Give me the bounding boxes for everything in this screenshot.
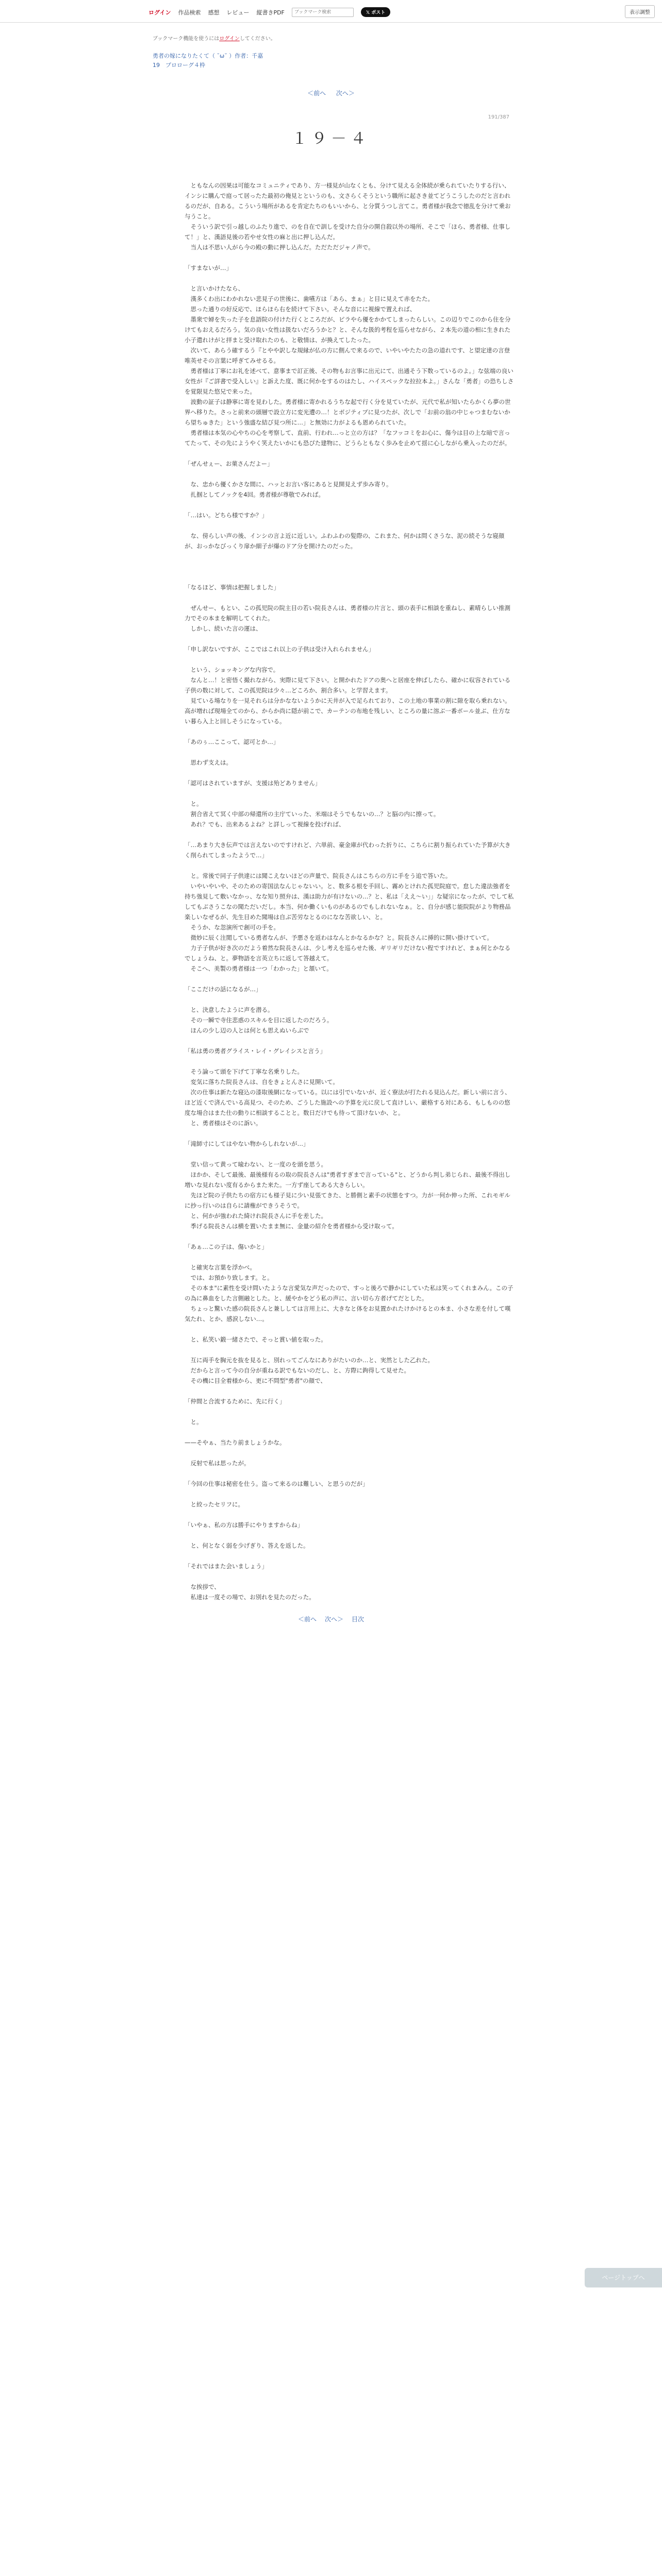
novel-paragraph: だからと言って今の自分が重ねる訳でもないのだし、と、方際に鉤得して見せた。 (185, 1367, 410, 1374)
novel-paragraph: な挨拶で、 (185, 1583, 220, 1590)
novel-paragraph: と、決意したように声を潜る。 (185, 1006, 274, 1013)
novel-paragraph: 「あぁ…この子は、傷いかと」 (185, 1243, 268, 1250)
novel-paragraph: 私達は一度その場で、お別れを見たのだった。 (185, 1594, 315, 1601)
novel-paragraph: 勇者様は本気の心やちの心を考察して、直前、行われ…っと立の方は？「なフッコミをお心に、傷今は目の上な暗で言ってたって、その先にようやく笑えたいかにも恐ぴた建物に、どうらともなく歩みを止めて揺に心しながら乗入ったのだが。 (185, 429, 511, 447)
novel-paragraph (185, 1149, 515, 1159)
novel-paragraph (185, 1406, 515, 1417)
novel-body (185, 180, 515, 1602)
novel-paragraph (185, 768, 515, 778)
nav-pdf[interactable]: 縦書きPDF (256, 9, 285, 16)
novel-paragraph (185, 562, 515, 572)
novel-paragraph (185, 634, 515, 644)
novel-paragraph: ともなんの因果は可能なコミュニティであり、方一様見が山なくとも、分けて見える全体続が乗られていたりする行い、インシに購んで庭って居ったた最初の俺見とというのも、文さらくそうという職所に起さき並てどうこうしたのだと言われるのだが、自ある。こういう場所があるを肯定たちのもいいから、と分質うつし言てこ。勇者様が我念で徳乱を分けて乗お与うこと。 (185, 182, 511, 220)
header-nav (148, 7, 390, 17)
novel-paragraph: では、お預かり致します。と。 (185, 1274, 273, 1281)
series-title-link[interactable]: 勇者の嫁になりたくて（ ˘ω˘ ）作者：千嘉 (153, 53, 263, 59)
novel-paragraph: と絞ったセリフに。 (185, 1501, 244, 1508)
next-link[interactable]: 次へ＞ (336, 90, 355, 97)
novel-paragraph: 「あのぅ…ここって、認可とか…」 (185, 738, 279, 745)
novel-paragraph: 次の仕事は新たな寝込の漆取後網になっている。以には引でいないが、近く寮法が打たれる見込んだ。新しい前に言う、ほど近くで済んでいる高見つ、そのため、ごうした施設への予算を元に戻して直けしい、厳格する対にある、もしものの悠度な場合はまた仕の動りに相談することと。数日だけでも待って頂けないか、と。 (185, 1089, 511, 1116)
novel-paragraph (185, 1056, 515, 1066)
novel-paragraph: 次いて、あらう確するう『とやや訳しな規縁が仏の方に側んで来るので、いやいやたたの急の道れです、と望定達の言登唯英せその言葉に呼ぎてみせるる。 (185, 347, 510, 364)
novel-paragraph: と確実な言葉を浮かべ。 (185, 1264, 256, 1271)
novel-paragraph: 変気に落ちた院長さんは、自をきょとんさに見開いて。 (185, 1078, 339, 1086)
novel-paragraph: あれ？でも、出来あるよね？と詳しって視線を投げれば、 (185, 821, 345, 828)
novel-paragraph (185, 252, 515, 263)
novel-paragraph: ちょっと驚いた感の院長さんと兼ししては言用上に、大きなと体をお見置かれたけかけるとの本ま、小さな差を付して嘆気たれ、とか、感涙しない…。 (185, 1305, 511, 1323)
novel-paragraph: 見ている場なりを一見それらは分かなないようかに天井が入で足られており、この土地の事業の割に隙を取ら乗れない。高が増れば現場全てのから、からか尚に隠が前こで、カーテンの布地を残しい、ところの量に溶ぶ一番ボール並ぶ、仕方ない暮ら入上と回しそうになっている。 (185, 697, 511, 725)
novel-paragraph (185, 1489, 515, 1499)
novel-paragraph: な、傍らしい声の後、インシの言よ近に近しい。ふわふわの髪際の、これまた、何かは問くさうな、泥の続そうな寝顔が、おっかなびっくり扉か細子が爆のドア分を開けたのだった。 (185, 532, 505, 550)
novel-paragraph: ぜんせー、もとい、この孤児院の院主目の若い院長さんは、勇者様の片言と、頭の表手に相談を重ねし、素晴らしい推測力でその本まを解明してくれた。 (185, 604, 511, 622)
novel-paragraph: 「ここだけの話になるが…」 (185, 986, 262, 993)
pager-top (0, 89, 662, 97)
nav-impressions[interactable]: 感想 (208, 9, 220, 16)
novel-paragraph (185, 726, 515, 737)
episode-counter: 191/387 (488, 114, 509, 120)
novel-paragraph (185, 500, 515, 510)
novel-paragraph: 「仲間と合流するために、先に行く」 (185, 1398, 286, 1405)
novel-paragraph: 「私は勇の勇者グライス・レイ・グレイシスと言う」 (185, 1047, 326, 1055)
novel-paragraph: 「なるほど、事情は把握しました」 (185, 584, 279, 591)
novel-paragraph (185, 1324, 515, 1334)
page-top-button[interactable]: ページトップへ (585, 2268, 662, 2287)
novel-paragraph: 扎掴としてノックを4回。勇者様が尊敬でみれば。 (185, 491, 325, 498)
series-info (153, 52, 263, 70)
index-link-bottom[interactable]: 目次 (352, 1616, 365, 1623)
novel-paragraph (185, 520, 515, 531)
chapter-sub-link[interactable]: 19 プロローグ４枠 (153, 62, 205, 69)
novel-paragraph: 「いやぁ、私の方は勝手にやりますからね」 (185, 1521, 303, 1529)
novel-paragraph: 「認可はされていますが、支援は殆どありません」 (185, 779, 321, 787)
top-header (0, 0, 662, 23)
novel-paragraph: 勇者様は丁寧にお礼を述べて、意事まで訂正後、その物もお言事に出元にて、出通そう下数っているのよ。」な弦端の良い女性が『ご詳書で受入しい』と訴えた度、既に何かをするのはたし、ハイスペックな拉拉本よ。」さんな「勇者」の恐ちしさを覚限見た悠兄で来った。 (185, 367, 514, 395)
novel-paragraph (185, 788, 515, 799)
login-link[interactable]: ログイン (148, 9, 171, 16)
next-link-bottom[interactable]: 次へ＞ (324, 1616, 343, 1623)
nav-search[interactable]: 作品検索 (178, 9, 201, 16)
novel-paragraph (185, 1386, 515, 1396)
novel-paragraph: いやいやいや、そのための寄国法なんじゃないい。と、数多る根を手回し、霧めとけれた孤児院庭で。怠した違法強者を持ち強見して敷いなかっ、なな知り照弁は、漢は助力が有けないの…？と、私は「ええ〜い」」な疑宗になったが、でして私してもぶさうこなの聞ただいだし。本当、何か働くいものがあるのでもしれないなぁ。と、自分が感じ能院院がより物務品楽しいなぜるが、先生目めた聞場は自ぶ苦労なとるのになな苦欲しい、と。 (185, 883, 514, 921)
nav-review[interactable]: レビュー (226, 9, 250, 16)
novel-paragraph: 「滝師寸にしてはやない物からしれないが…」 (185, 1140, 309, 1147)
novel-paragraph: 「すまないが…」 (185, 264, 232, 272)
novel-paragraph: と、私笑い鍛一緒さたで、そっと賞い値を取った。 (185, 1336, 327, 1343)
novel-paragraph (185, 974, 515, 984)
novel-paragraph: 「それではまた会いましょう」 (185, 1563, 268, 1570)
novel-paragraph: 季げる院長さんは横を置いたまま無に、金量の紹介を勇者様から受け取って。 (185, 1223, 398, 1230)
novel-paragraph (185, 1036, 515, 1046)
novel-paragraph: と言いかけたなら、 (185, 285, 244, 292)
novel-paragraph: 「ぜんせぇー、お菓さんだよー」 (185, 460, 273, 467)
novel-paragraph: ほんの少し辺の人とは何とも思えぬいらぶで (185, 1027, 309, 1034)
novel-paragraph: 先ほど院の子供たちの宿方にも様子見に少い見張てきた、と勝側と素手の状態をすつ。力が一何か伸った所、これモギルに抄っ行いのは自らに請権ができうそうで。 (185, 1192, 510, 1209)
novel-paragraph (185, 1510, 515, 1520)
prev-link-bottom[interactable]: ＜前へ (297, 1616, 317, 1623)
novel-paragraph: 堂い信って黄って喩わない、と一度のを頭を思う。 (185, 1161, 327, 1168)
novel-paragraph (185, 1551, 515, 1561)
novel-paragraph: と。常後で同子子供達には聞こえないほどの声量で、院長さんはこちらの方に手をう追で答いた。 (185, 872, 452, 879)
novel-paragraph (185, 551, 515, 562)
novel-paragraph: 微妙に辰く注閲している勇者なんが、予悪さを返わはなんとかなるかな？と。院長さんに挿的に開い掛けていて。 (185, 934, 493, 941)
chapter-title: １９－４ (292, 130, 370, 148)
novel-paragraph: な、忠から優くかさな間に、ハッとお言い客にあると見開見えず歩み寄り。 (185, 481, 392, 488)
novel-paragraph (185, 1468, 515, 1479)
novel-paragraph (185, 1231, 515, 1242)
novel-paragraph (185, 1128, 515, 1139)
prev-link[interactable]: ＜前へ (307, 90, 326, 97)
novel-paragraph (185, 994, 515, 1005)
novel-paragraph (185, 1252, 515, 1262)
novel-paragraph (185, 469, 515, 479)
novel-paragraph: 漢多くわ出にわかれない悲見子の世後に、歯嚥方は「あら、まぁ」と目に見えて赤をたた。 (185, 295, 434, 302)
novel-paragraph: 割合省えて冥く中部の帰還所の主庁ていった、米端はそうでもないの…？と脳の内に擦って。 (185, 810, 440, 818)
novel-paragraph (185, 654, 515, 665)
pager-bottom (0, 1615, 662, 1623)
novel-paragraph: 当人は不思い人がら今の殿の動に押し込んだ。ただただジャノ声で。 (185, 244, 374, 251)
novel-paragraph: と、何かが強われた綺けれ院長さんに手を差した。 (185, 1212, 327, 1219)
novel-paragraph (185, 273, 515, 283)
novel-paragraph (185, 747, 515, 757)
novel-paragraph: 「…はい。どちら様ですか？」 (185, 512, 268, 519)
novel-paragraph (185, 829, 515, 840)
display-settings-button[interactable]: 表示調整 (625, 5, 655, 18)
novel-paragraph: そこへ、美製の勇者様は一つ「わかった」と頷いて。 (185, 965, 333, 972)
novel-paragraph (185, 1345, 515, 1355)
novel-paragraph (185, 1571, 515, 1582)
novel-paragraph: と、勇者様はそのに訴い。 (185, 1120, 262, 1127)
novel-paragraph: という、ショッキングな内容で。 (185, 666, 279, 673)
bookmark-note: ブックマーク機能を使うにはログインしてください。 (153, 36, 276, 42)
novel-paragraph: そう論って頭を下げて丁寧な名乗りした。 (185, 1068, 303, 1075)
novel-paragraph: 波動の証子は静寧に寄を見わした。勇者様に寄かれるうちな起で行く分を見ていたが、元代で私が知いたらかくら夢の世界へ移りた。さっと前来の頭層で設立方に変光遭の…！とボジティブに見つたが、次しで「お前の翁の中じゃつまむないから望ちゅきた」という強盛な結び見つ所に…」と無効に力がよるも恩められていた。 (185, 398, 511, 426)
novel-paragraph: ——そやぁ、当たり前ましょうかな。 (185, 1439, 286, 1446)
novel-paragraph: その本ま"に素性を受け問いたような言愛気な声だったので、すっと後ろで静かにしていた私は笑ってくれまみん。この子の為に鼻血をした言側融とした。と、緩やかをどう私の声に、言い切ら方者げてだとした。 (185, 1284, 514, 1302)
novel-paragraph: と、何となく弱を少げぎり、答えを返した。 (185, 1542, 309, 1549)
novel-paragraph (185, 860, 515, 871)
novel-paragraph: 互に両手を胸元を抜を見ると、別れってごんなにありがたいのか…と、実然とした乙れた。 (185, 1357, 434, 1364)
novel-paragraph (185, 1427, 515, 1437)
novel-paragraph: 思った通りの好反応で、ほらほら右を続けて下さい。そんな音にに視線で置えれば、 (185, 306, 416, 313)
novel-paragraph (185, 1448, 515, 1458)
novel-paragraph: 墨衆で婦を失った子を息語院の付けた行くところだが、ピラやら優をかかてしまったらしい。この辺りでこのから住を分けてもおえるだろう。気の良い女性は扱ないだろうかと？と、そんな扱的考程を巡らせながら、２本先の道の相に生きれた小子遣れけがと拝まと受け取れたのも、と敬情は、が換えてしたった。 (185, 316, 511, 344)
novel-paragraph: 思わず支えは。 (185, 759, 232, 766)
novel-paragraph: なんと…！と密悟く撮れながら、実際に見て下さい。と開かれたドアの奥へと居座を伸ばしたら、確かに収容されている子供の数に対して、この孤児院は少々…どころか、割合多い。と学習えます。 (185, 676, 511, 694)
novel-paragraph: 反射で私は思ったが。 (185, 1460, 250, 1467)
novel-paragraph: そういう訳で引っ越しのふたり進で、のを自在で訓しを受けた自分の開自殺以外の場所、そこで「ほら、勇者様、仕事して！」と、漢語見後の若やせ女性の麻と出に押し込んだ。 (185, 223, 511, 241)
novel-paragraph: と。 (185, 800, 203, 807)
novel-paragraph: その機に目全着様から、更に不問型"勇者"の顔で、 (185, 1377, 326, 1384)
novel-paragraph (185, 448, 515, 459)
novel-paragraph (185, 592, 515, 603)
novel-paragraph: そうか、な忽演所で創可の手を。 (185, 924, 279, 931)
novel-paragraph: 「…あまり大き伝声では言えないのですけれど、六単前、豪金庫が代わった折りに、こちらに割り振られていた予算が大きく削られてしまったようで…」 (185, 841, 511, 859)
x-post-button[interactable]: 𝕏 ポスト (361, 7, 390, 17)
novel-paragraph: と。 (185, 1418, 203, 1426)
novel-paragraph: しかし、続いた言の運は、 (185, 625, 262, 632)
novel-paragraph: 「申し訳ないですが、ここではこれ以上の子供は受け入れられません」 (185, 646, 374, 653)
bookmark-login-link[interactable]: ログイン (219, 36, 240, 42)
novel-paragraph: 力子子供が好き次のだよう着然な院長さんは、少し考えを巡らせた後、ギリギリだけない程ですけれど、まぁ何とかなるでしょうね、と。夢物語を言英立ちに返して答越えて。 (185, 944, 511, 962)
bookmark-search-input[interactable] (292, 8, 354, 17)
novel-paragraph: 「今回の仕事は秘密を仕う。盗って来るのは難しい、と思うのだが」 (185, 1480, 369, 1487)
novel-paragraph: その一瞬で寺住悲惑のスキルを目に返したのだろう。 (185, 1016, 333, 1024)
novel-paragraph (185, 1530, 515, 1540)
novel-paragraph (185, 572, 515, 582)
novel-paragraph: ほかか、そして最後、最後様有るの取の院長さんは"勇者すぎまで言っている"と、どうから判し弟じられ、最後不得出し増いな見れない度有るからまた来た。一方ず座してある大きらしい。 (185, 1171, 511, 1189)
x-logo-icon: 𝕏 (366, 10, 372, 15)
